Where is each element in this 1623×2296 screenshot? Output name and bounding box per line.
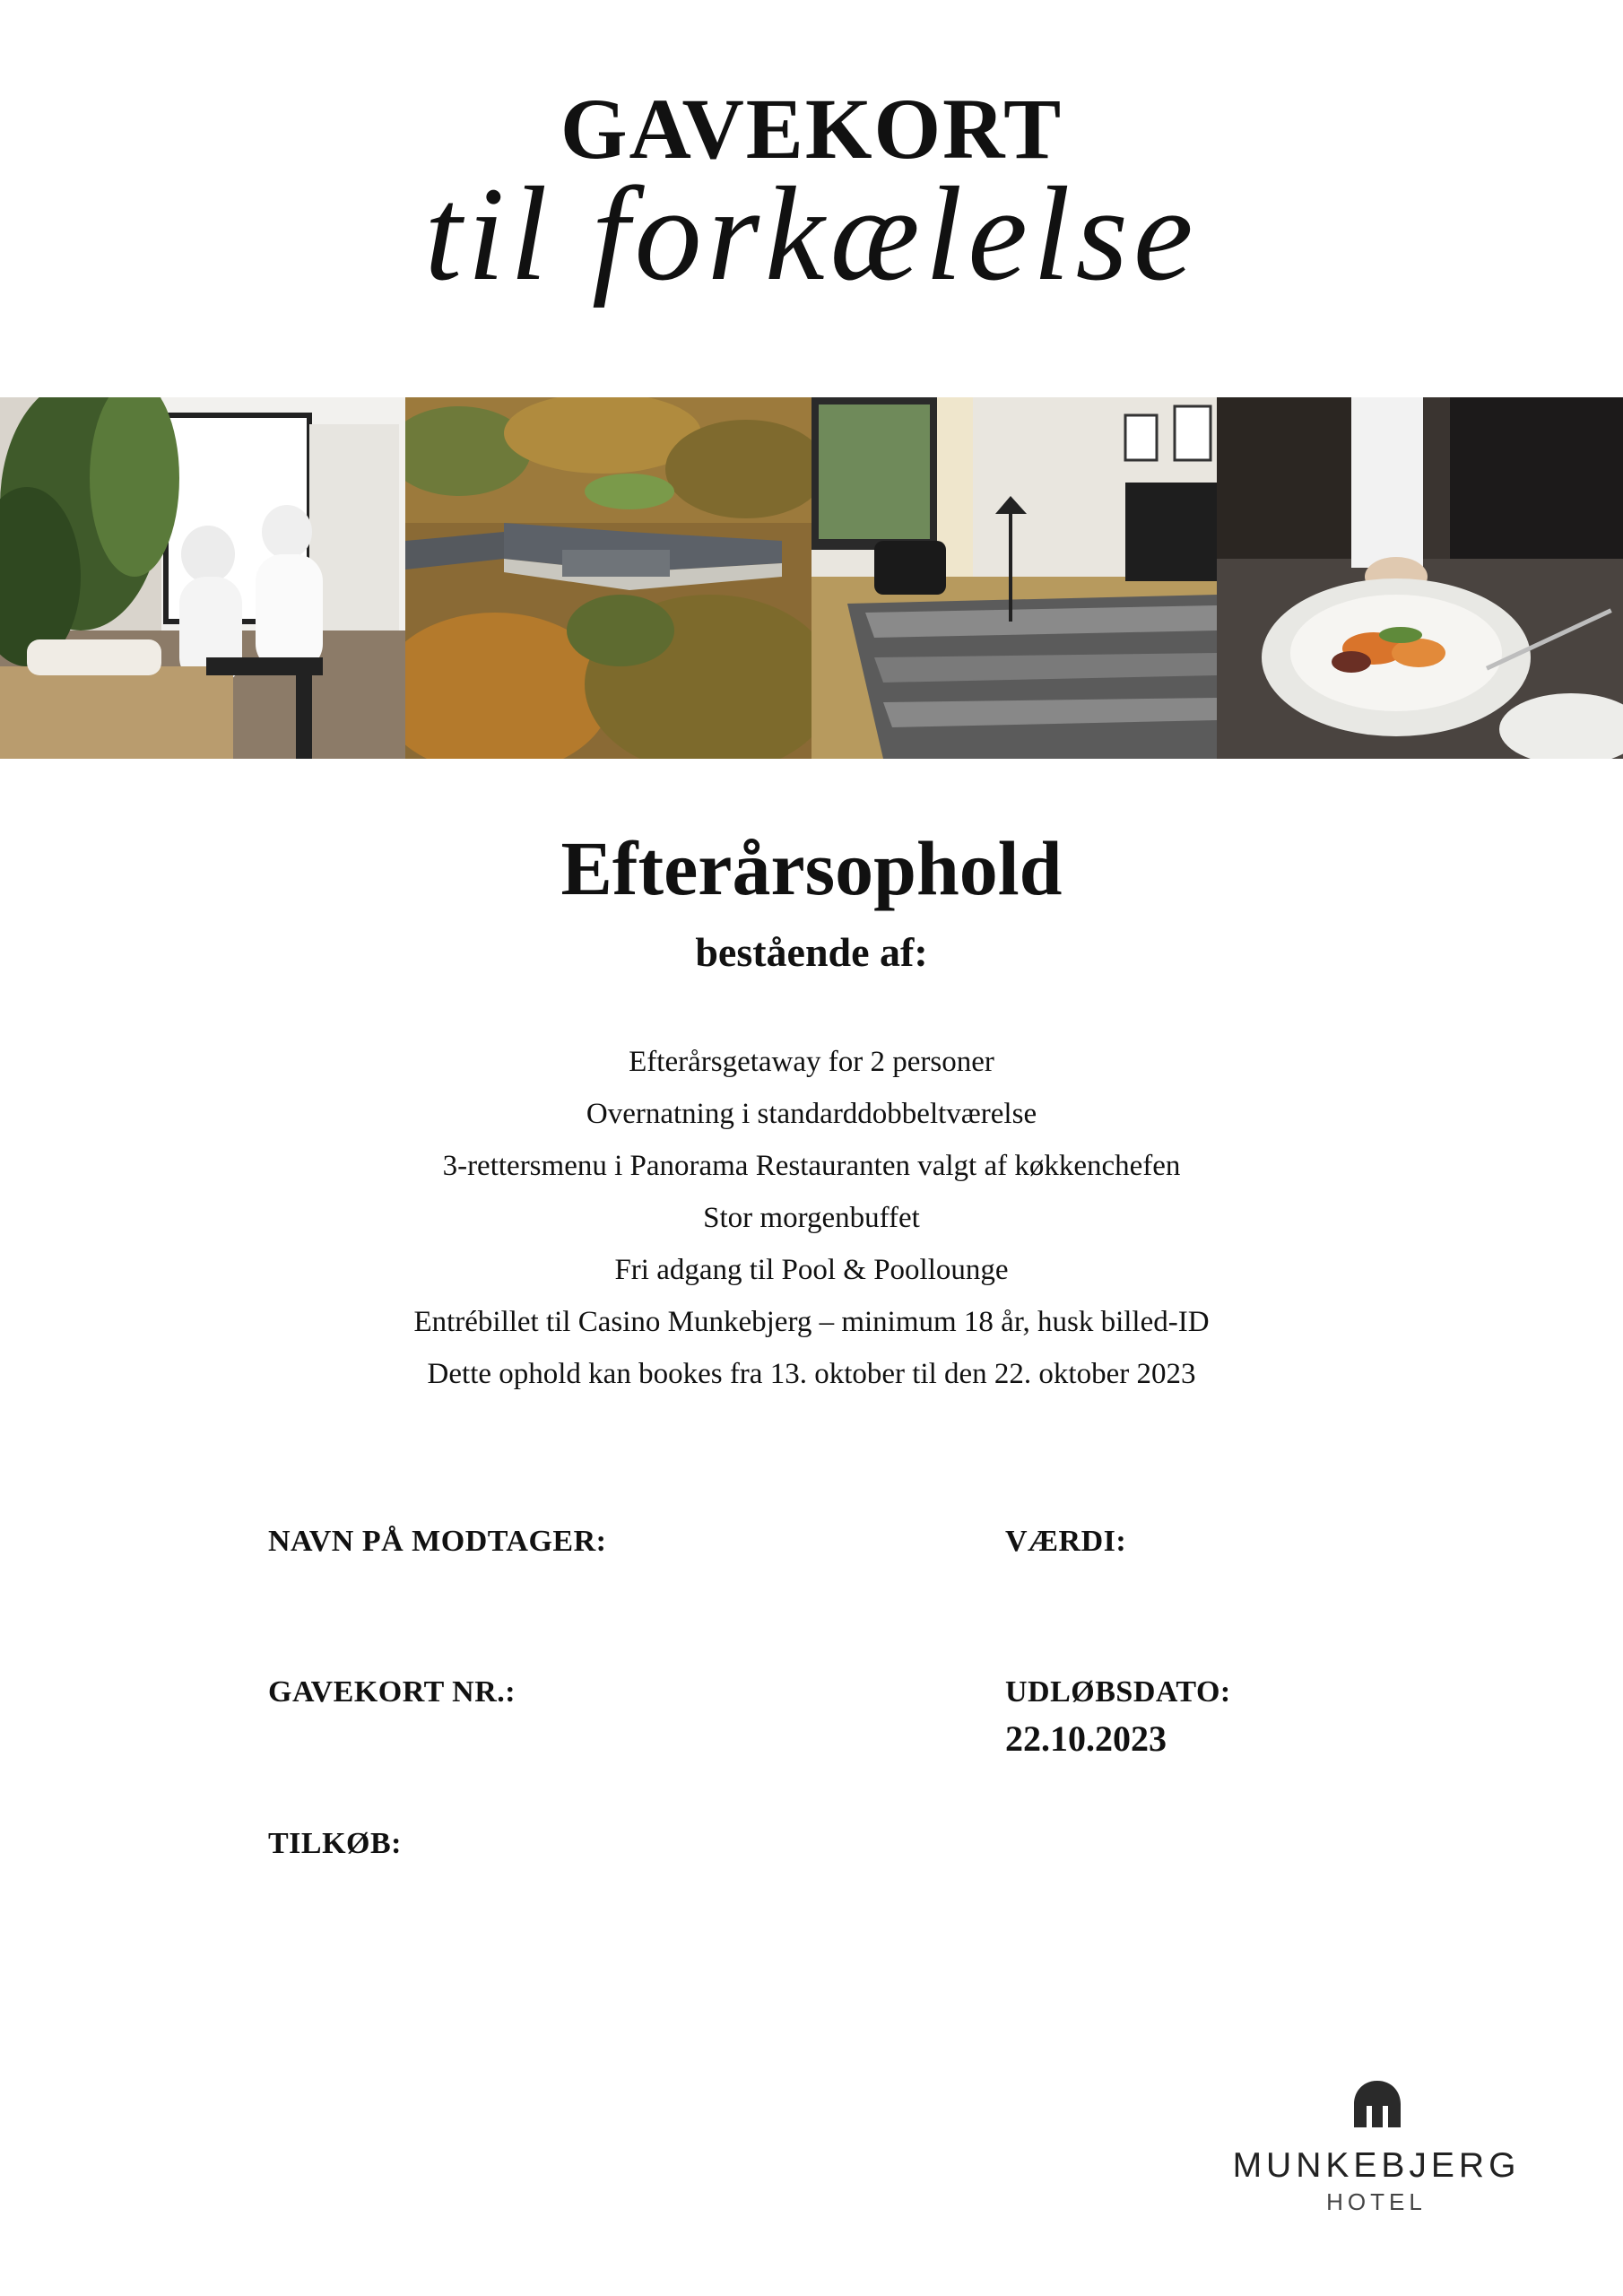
offer-item: 3-rettersmenu i Panorama Restauranten valgt af køkkenchefen: [442, 1150, 1181, 1182]
photo-strip: [0, 397, 1623, 759]
munkebjerg-logo-icon: [1350, 2079, 1404, 2129]
aerial-hotel-forest-photo: [405, 397, 812, 759]
offer-subtitle: bestående af:: [695, 929, 928, 975]
hotel-logo-subtitle: HOTEL: [1326, 2188, 1427, 2215]
giftcard-number-label: GAVEKORT NR.:: [268, 1675, 516, 1709]
expiry-date-value: 22.10.2023: [1005, 1718, 1167, 1759]
offer-item: Overnatning i standarddobbeltværelse: [586, 1098, 1037, 1130]
expiry-date-label: UDLØBSDATO:: [1005, 1675, 1231, 1709]
offer-item: Stor morgenbuffet: [703, 1202, 920, 1234]
gift-card-title: GAVEKORT: [560, 81, 1063, 177]
offer-item: Fri adgang til Pool & Poollounge: [614, 1254, 1009, 1286]
spa-lounge-photo: [0, 397, 405, 759]
offer-item: Dette ophold kan bookes fra 13. oktober til den 22. oktober 2023: [427, 1358, 1196, 1390]
offer-item: Entrébillet til Casino Munkebjerg – minimum 18 år, husk billed-ID: [413, 1306, 1210, 1338]
hotel-logo-name: MUNKEBJERG: [1232, 2146, 1521, 2185]
addon-purchase-label: TILKØB:: [268, 1827, 402, 1860]
offer-item: Efterårsgetaway for 2 personer: [629, 1046, 994, 1078]
value-label: VÆRDI:: [1005, 1525, 1127, 1558]
hotel-room-photo: [812, 397, 1217, 759]
gift-card-script-subtitle: til forkælelse: [424, 160, 1199, 309]
plated-dish-photo: [1217, 397, 1623, 759]
recipient-name-label: NAVN PÅ MODTAGER:: [268, 1525, 607, 1558]
offer-title: Efterårsophold: [560, 825, 1063, 911]
offer-items-list: [0, 1036, 1623, 1400]
